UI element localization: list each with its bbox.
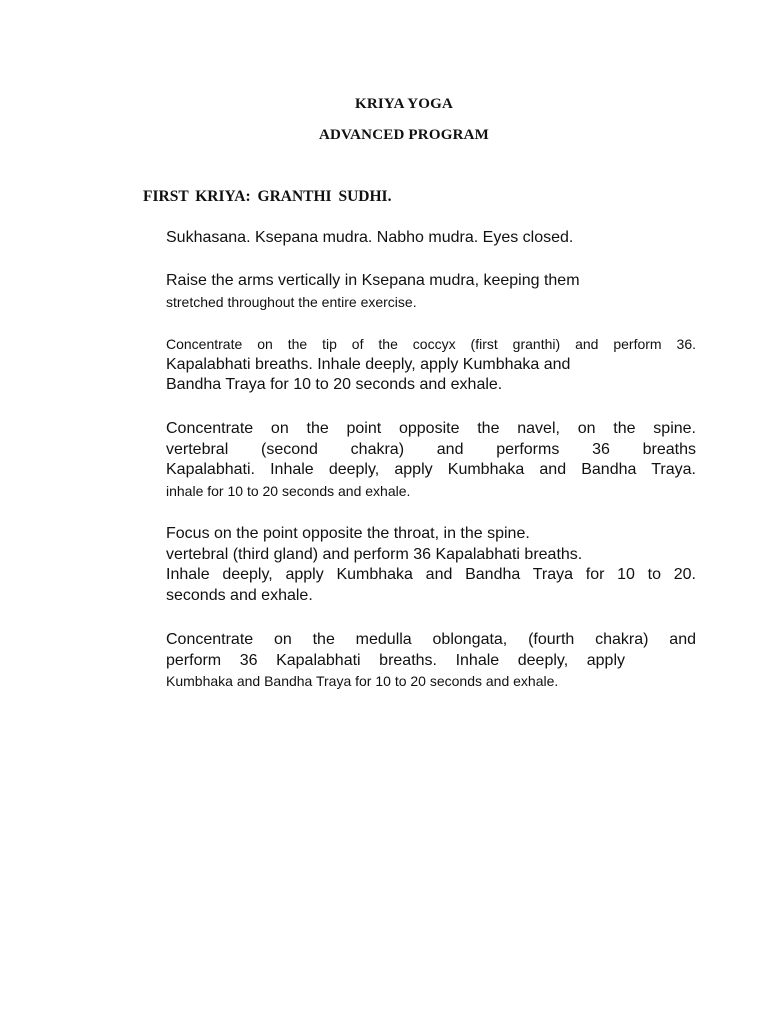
paragraph-line: stretched throughout the entire exercise. [166, 293, 417, 310]
paragraph-throat [166, 524, 696, 606]
paragraph-line: Concentrate on the medulla oblongata, (fourth chakra) and [166, 631, 696, 648]
paragraph-line: vertebral (second chakra) and performs 36 breaths [166, 440, 696, 458]
paragraph-posture [166, 228, 696, 249]
section-heading: FIRST KRIYA: GRANTHI SUDHI. [143, 188, 392, 205]
paragraph-line: inhale for 10 to 20 seconds and exhale. [166, 482, 411, 499]
paragraph-line: Focus on the point opposite the throat, in the spine. [166, 525, 530, 542]
paragraph-line: Bandha Traya for 10 to 20 seconds and exhale. [166, 376, 503, 393]
document-title: KRIYA YOGA [355, 96, 453, 112]
paragraph-line: Kapalabhati breaths. Inhale deeply, apply Kumbhaka and [166, 355, 571, 373]
paragraph-line: vertebral (third gland) and perform 36 Kapalabhati breaths. [166, 545, 583, 563]
paragraph-line: Concentrate on the tip of the coccyx (first granthi) and perform 36. [166, 336, 696, 352]
paragraph-medulla [166, 630, 696, 692]
paragraph-arms [166, 271, 696, 312]
paragraph-line: Kumbhaka and Bandha Traya for 10 to 20 seconds and exhale. [166, 673, 559, 689]
paragraph-line: Inhale deeply, apply Kumbhaka and Bandha Traya for 10 to 20. [166, 566, 696, 583]
paragraph-coccyx [166, 334, 696, 396]
paragraph-line: Kapalabhati. Inhale deeply, apply Kumbhaka and Bandha Traya. [166, 461, 696, 478]
paragraph-line: Concentrate on the point opposite the navel, on the spine. [166, 420, 696, 437]
paragraph-navel [166, 419, 696, 501]
paragraph-line: seconds and exhale. [166, 586, 313, 604]
paragraph-line: Raise the arms vertically in Ksepana mudra, keeping them [166, 272, 580, 289]
paragraph-line: perform 36 Kapalabhati breaths. Inhale deeply, apply [166, 651, 625, 669]
paragraph-line: Sukhasana. Ksepana mudra. Nabho mudra. Eyes closed. [166, 229, 574, 246]
document-subtitle: ADVANCED PROGRAM [318, 127, 489, 143]
